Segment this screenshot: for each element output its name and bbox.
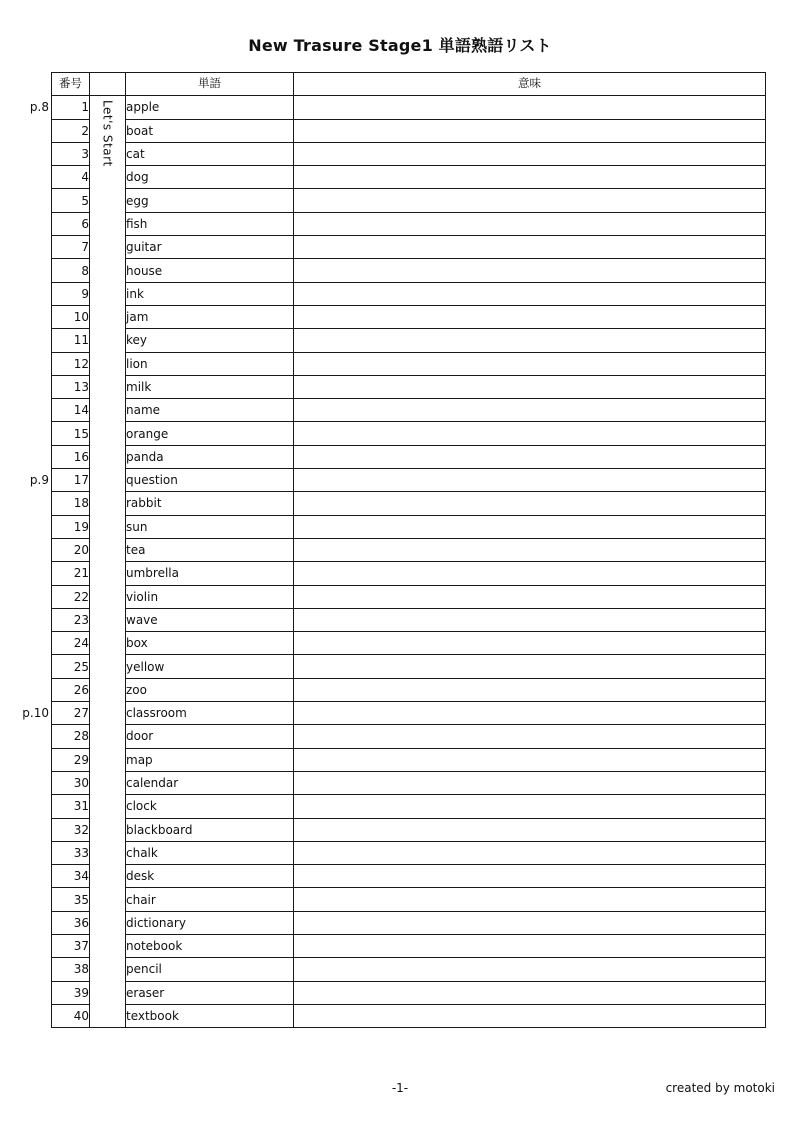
row-word: tea [126,538,294,561]
row-meaning[interactable] [294,329,766,352]
header-word: 単語 [126,73,294,96]
row-word: box [126,632,294,655]
row-meaning[interactable] [294,678,766,701]
table-row [52,515,766,538]
row-meaning[interactable] [294,795,766,818]
row-number: 12 [52,352,90,375]
table-row [52,934,766,957]
row-meaning[interactable] [294,958,766,981]
row-meaning[interactable] [294,352,766,375]
row-word: textbook [126,1004,294,1027]
row-meaning[interactable] [294,469,766,492]
row-meaning[interactable] [294,282,766,305]
row-meaning[interactable] [294,841,766,864]
row-number: 9 [52,282,90,305]
row-number: 23 [52,608,90,631]
row-number: 21 [52,562,90,585]
row-meaning[interactable] [294,538,766,561]
table-row [52,96,766,119]
table-row [52,818,766,841]
row-meaning[interactable] [294,236,766,259]
table-row [52,166,766,189]
table-row [52,702,766,725]
page-number: -1- [391,1081,409,1095]
row-word: eraser [126,981,294,1004]
table-row [52,841,766,864]
row-word: sun [126,515,294,538]
row-number: 38 [52,958,90,981]
row-meaning[interactable] [294,399,766,422]
table-row [52,445,766,468]
row-meaning[interactable] [294,189,766,212]
row-word: pencil [126,958,294,981]
table-row [52,119,766,142]
table-row [52,981,766,1004]
row-meaning[interactable] [294,119,766,142]
row-word: yellow [126,655,294,678]
row-word: clock [126,795,294,818]
row-number: 35 [52,888,90,911]
table-row [52,725,766,748]
table-row [52,422,766,445]
row-word: egg [126,189,294,212]
row-word: key [126,329,294,352]
row-number: 24 [52,632,90,655]
unit-cell [90,96,126,1028]
vocab-table-body [52,96,766,1028]
table-row [52,562,766,585]
header-unit [90,73,126,96]
table-row [52,236,766,259]
table-row [52,399,766,422]
row-number: 5 [52,189,90,212]
row-number: 26 [52,678,90,701]
row-meaning[interactable] [294,911,766,934]
row-word: orange [126,422,294,445]
row-number: 20 [52,538,90,561]
row-word: cat [126,142,294,165]
row-meaning[interactable] [294,96,766,119]
row-meaning[interactable] [294,142,766,165]
row-number: 32 [52,818,90,841]
row-word: classroom [126,702,294,725]
row-number: 1 [52,96,90,119]
row-meaning[interactable] [294,632,766,655]
row-number: 17 [52,469,90,492]
table-row [52,632,766,655]
table-row [52,655,766,678]
page-ref-label: p.8 [29,100,49,115]
row-number: 15 [52,422,90,445]
row-meaning[interactable] [294,771,766,794]
header-number: 番号 [52,73,90,96]
row-word: map [126,748,294,771]
row-number: 19 [52,515,90,538]
row-word: dog [126,166,294,189]
table-row [52,888,766,911]
row-number: 6 [52,212,90,235]
row-meaning[interactable] [294,981,766,1004]
row-meaning[interactable] [294,1004,766,1027]
row-meaning[interactable] [294,166,766,189]
table-row [52,282,766,305]
row-word: lion [126,352,294,375]
row-number: 4 [52,166,90,189]
row-word: chair [126,888,294,911]
vocab-table [51,72,766,1028]
table-row [52,352,766,375]
row-word: jam [126,305,294,328]
table-row [52,305,766,328]
row-meaning[interactable] [294,445,766,468]
table-row [52,212,766,235]
table-row [52,795,766,818]
row-word: dictionary [126,911,294,934]
row-meaning[interactable] [294,259,766,282]
row-word: name [126,399,294,422]
row-meaning[interactable] [294,888,766,911]
row-word: apple [126,96,294,119]
row-meaning[interactable] [294,934,766,957]
row-meaning[interactable] [294,725,766,748]
table-row [52,585,766,608]
row-number: 11 [52,329,90,352]
row-number: 10 [52,305,90,328]
row-meaning[interactable] [294,212,766,235]
row-word: ink [126,282,294,305]
row-number: 7 [52,236,90,259]
table-row [52,678,766,701]
row-meaning[interactable] [294,818,766,841]
table-row [52,259,766,282]
row-word: question [126,469,294,492]
row-meaning[interactable] [294,492,766,515]
row-number: 13 [52,375,90,398]
row-number: 25 [52,655,90,678]
row-number: 29 [52,748,90,771]
row-word: guitar [126,236,294,259]
page-title: New Trasure Stage1 単語熟語リスト [248,36,552,55]
table-row [52,142,766,165]
row-number: 30 [52,771,90,794]
row-number: 40 [52,1004,90,1027]
header-meaning: 意味 [294,73,766,96]
page-ref-label: p.10 [22,706,49,721]
table-row [52,538,766,561]
row-number: 37 [52,934,90,957]
row-number: 27 [52,702,90,725]
row-word: door [126,725,294,748]
row-number: 39 [52,981,90,1004]
credit-text: created by motoki [665,1081,775,1095]
row-meaning[interactable] [294,865,766,888]
page-ref-label: p.9 [29,473,49,488]
row-number: 8 [52,259,90,282]
row-word: violin [126,585,294,608]
row-word: house [126,259,294,282]
row-number: 16 [52,445,90,468]
row-meaning[interactable] [294,422,766,445]
table-row [52,329,766,352]
row-word: notebook [126,934,294,957]
row-word: desk [126,865,294,888]
row-word: panda [126,445,294,468]
row-meaning[interactable] [294,305,766,328]
table-row [52,469,766,492]
table-row [52,911,766,934]
row-meaning[interactable] [294,562,766,585]
row-word: boat [126,119,294,142]
row-word: rabbit [126,492,294,515]
row-word: calendar [126,771,294,794]
row-meaning[interactable] [294,748,766,771]
row-word: wave [126,608,294,631]
row-number: 34 [52,865,90,888]
row-number: 3 [52,142,90,165]
unit-label: Let's Start [100,100,115,168]
table-row [52,189,766,212]
row-number: 2 [52,119,90,142]
table-row [52,375,766,398]
table-row [52,608,766,631]
row-word: umbrella [126,562,294,585]
row-meaning[interactable] [294,585,766,608]
row-meaning[interactable] [294,608,766,631]
row-meaning[interactable] [294,515,766,538]
row-word: milk [126,375,294,398]
row-number: 18 [52,492,90,515]
row-word: blackboard [126,818,294,841]
row-meaning[interactable] [294,375,766,398]
row-number: 28 [52,725,90,748]
table-row [52,1004,766,1027]
row-meaning[interactable] [294,702,766,725]
row-word: fish [126,212,294,235]
row-word: zoo [126,678,294,701]
row-number: 14 [52,399,90,422]
table-row [52,958,766,981]
row-word: chalk [126,841,294,864]
table-row [52,865,766,888]
row-number: 36 [52,911,90,934]
row-number: 22 [52,585,90,608]
table-row [52,748,766,771]
row-number: 33 [52,841,90,864]
table-row [52,771,766,794]
row-number: 31 [52,795,90,818]
table-row [52,492,766,515]
row-meaning[interactable] [294,655,766,678]
table-header-row [52,73,766,96]
